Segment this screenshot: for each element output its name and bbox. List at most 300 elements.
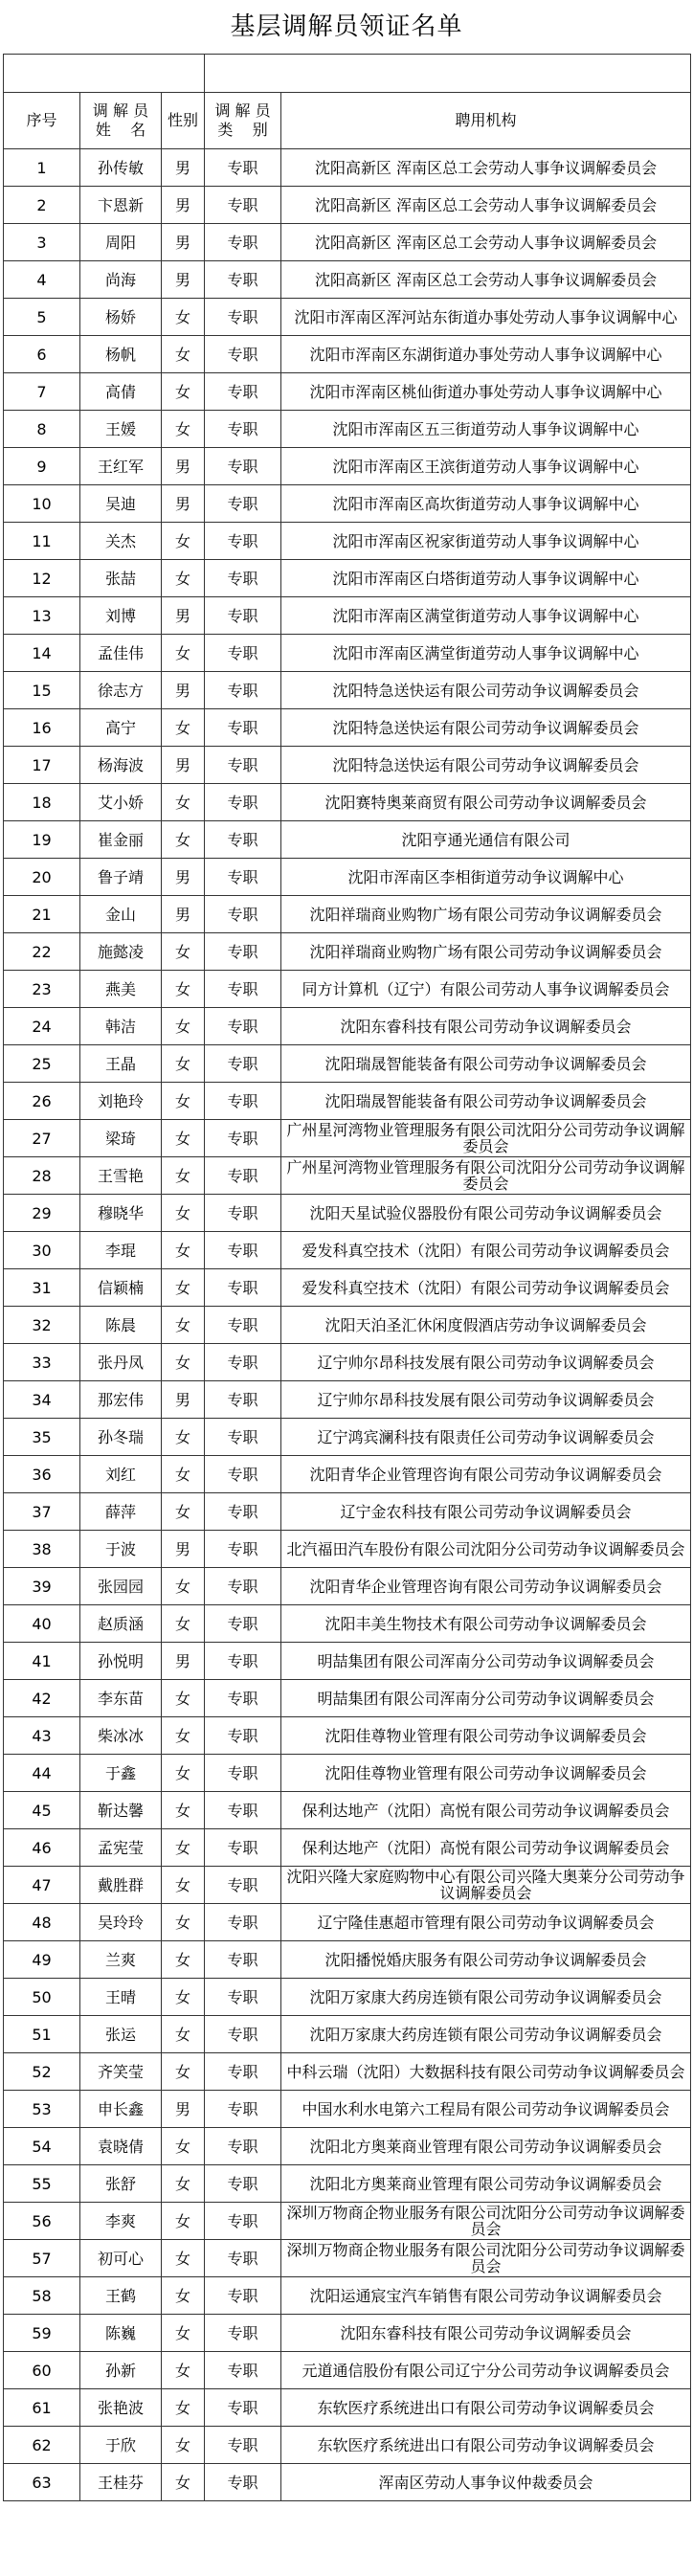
table-row — [4, 635, 691, 672]
name-cell: 初可心 — [80, 2240, 162, 2277]
header-name — [80, 93, 162, 149]
org-cell: 中科云瑞（沈阳）大数据科技有限公司劳动争议调解委员会 — [281, 2053, 691, 2091]
seq-cell: 19 — [4, 821, 80, 859]
name-cell: 刘艳玲 — [80, 1083, 162, 1120]
name-cell: 李爽 — [80, 2203, 162, 2240]
org-cell: 保利达地产（沈阳）高悦有限公司劳动争议调解委员会 — [281, 1792, 691, 1829]
type-cell: 专职 — [205, 971, 281, 1008]
org-cell: 沈阳青华企业管理咨询有限公司劳动争议调解委员会 — [281, 1456, 691, 1493]
name-cell: 戴胜群 — [80, 1867, 162, 1904]
org-cell: 沈阳市浑南区李相街道劳动争议调解中心 — [281, 859, 691, 896]
seq-cell: 17 — [4, 747, 80, 784]
gender-cell: 女 — [162, 1120, 205, 1157]
table-row — [4, 1045, 691, 1083]
header-org: 聘用机构 — [281, 93, 691, 149]
table-row — [4, 1680, 691, 1717]
org-cell: 沈阳天星试验仪器股份有限公司劳动争议调解委员会 — [281, 1195, 691, 1232]
name-cell: 吴迪 — [80, 485, 162, 523]
gender-cell: 女 — [162, 2315, 205, 2352]
seq-cell: 39 — [4, 1568, 80, 1605]
name-cell: 赵质涵 — [80, 1605, 162, 1643]
seq-cell: 9 — [4, 448, 80, 485]
table-row — [4, 299, 691, 336]
seq-cell: 14 — [4, 635, 80, 672]
type-cell: 专职 — [205, 1344, 281, 1381]
gender-cell: 女 — [162, 1269, 205, 1307]
org-cell: 沈阳市浑南区白塔街道劳动人事争议调解中心 — [281, 560, 691, 597]
org-cell: 沈阳市浑南区祝家街道劳动人事争议调解中心 — [281, 523, 691, 560]
gender-cell: 男 — [162, 485, 205, 523]
gender-cell: 男 — [162, 261, 205, 299]
gender-cell: 男 — [162, 187, 205, 224]
name-cell: 穆晓华 — [80, 1195, 162, 1232]
org-cell: 沈阳万家康大药房连锁有限公司劳动争议调解委员会 — [281, 1979, 691, 2016]
name-cell: 孟佳伟 — [80, 635, 162, 672]
seq-cell: 10 — [4, 485, 80, 523]
name-cell: 李琨 — [80, 1232, 162, 1269]
seq-cell: 22 — [4, 933, 80, 971]
table-row — [4, 2427, 691, 2464]
header-type-line2: 类 别 — [217, 121, 268, 139]
name-cell: 那宏伟 — [80, 1381, 162, 1419]
name-cell: 张丹凤 — [80, 1344, 162, 1381]
seq-cell: 50 — [4, 1979, 80, 2016]
seq-cell: 54 — [4, 2128, 80, 2165]
gender-cell: 女 — [162, 2016, 205, 2053]
type-cell: 专职 — [205, 1120, 281, 1157]
type-cell: 专职 — [205, 635, 281, 672]
table-row — [4, 1867, 691, 1904]
blank-cell — [205, 55, 691, 93]
gender-cell: 女 — [162, 1493, 205, 1531]
seq-cell: 57 — [4, 2240, 80, 2277]
type-cell: 专职 — [205, 709, 281, 747]
type-cell: 专职 — [205, 373, 281, 411]
name-cell: 周阳 — [80, 224, 162, 261]
seq-cell: 59 — [4, 2315, 80, 2352]
name-cell: 于欣 — [80, 2427, 162, 2464]
seq-cell: 8 — [4, 411, 80, 448]
org-cell: 东软医疗系统进出口有限公司劳动争议调解委员会 — [281, 2427, 691, 2464]
table-row — [4, 1456, 691, 1493]
name-cell: 燕美 — [80, 971, 162, 1008]
gender-cell: 女 — [162, 2389, 205, 2427]
org-cell: 沈阳市浑南区五三街道劳动人事争议调解中心 — [281, 411, 691, 448]
name-cell: 李东苗 — [80, 1680, 162, 1717]
type-cell: 专职 — [205, 1269, 281, 1307]
gender-cell: 女 — [162, 2277, 205, 2315]
header-type — [205, 93, 281, 149]
seq-cell: 60 — [4, 2352, 80, 2389]
org-cell: 沈阳特急送快运有限公司劳动争议调解委员会 — [281, 672, 691, 709]
type-cell: 专职 — [205, 485, 281, 523]
org-cell: 沈阳赛特奥莱商贸有限公司劳动争议调解委员会 — [281, 784, 691, 821]
org-cell: 东软医疗系统进出口有限公司劳动争议调解委员会 — [281, 2389, 691, 2427]
gender-cell: 男 — [162, 672, 205, 709]
name-cell: 崔金丽 — [80, 821, 162, 859]
seq-cell: 62 — [4, 2427, 80, 2464]
table-row — [4, 1493, 691, 1531]
name-cell: 申长鑫 — [80, 2091, 162, 2128]
gender-cell: 女 — [162, 1307, 205, 1344]
type-cell: 专职 — [205, 859, 281, 896]
table-row — [4, 2203, 691, 2240]
name-cell: 张运 — [80, 2016, 162, 2053]
org-cell: 辽宁金农科技有限公司劳动争议调解委员会 — [281, 1493, 691, 1531]
seq-cell: 34 — [4, 1381, 80, 1419]
name-cell: 王媛 — [80, 411, 162, 448]
seq-cell: 2 — [4, 187, 80, 224]
type-cell: 专职 — [205, 224, 281, 261]
type-cell: 专职 — [205, 2053, 281, 2091]
header-name-line1: 调 解 员 — [92, 101, 149, 120]
table-row — [4, 1083, 691, 1120]
gender-cell: 女 — [162, 1456, 205, 1493]
gender-cell: 女 — [162, 635, 205, 672]
table-row — [4, 1904, 691, 1941]
seq-cell: 37 — [4, 1493, 80, 1531]
table-row — [4, 597, 691, 635]
org-cell: 沈阳运通宸宝汽车销售有限公司劳动争议调解委员会 — [281, 2277, 691, 2315]
table-row — [4, 933, 691, 971]
gender-cell: 男 — [162, 896, 205, 933]
type-cell: 专职 — [205, 2165, 281, 2203]
seq-cell: 38 — [4, 1531, 80, 1568]
org-cell: 沈阳瑞晟智能装备有限公司劳动争议调解委员会 — [281, 1083, 691, 1120]
gender-cell: 女 — [162, 373, 205, 411]
gender-cell: 女 — [162, 1792, 205, 1829]
seq-cell: 18 — [4, 784, 80, 821]
org-cell: 沈阳丰美生物技术有限公司劳动争议调解委员会 — [281, 1605, 691, 1643]
seq-cell: 23 — [4, 971, 80, 1008]
gender-cell: 女 — [162, 1008, 205, 1045]
page-title: 基层调解员领证名单 — [230, 12, 463, 41]
table-row — [4, 784, 691, 821]
seq-cell: 24 — [4, 1008, 80, 1045]
type-cell: 专职 — [205, 1605, 281, 1643]
type-cell: 专职 — [205, 2016, 281, 2053]
header-seq: 序号 — [4, 93, 80, 149]
name-cell: 薛萍 — [80, 1493, 162, 1531]
seq-cell: 11 — [4, 523, 80, 560]
gender-cell: 女 — [162, 2053, 205, 2091]
name-cell: 高宁 — [80, 709, 162, 747]
table-row — [4, 2315, 691, 2352]
type-cell: 专职 — [205, 2277, 281, 2315]
gender-cell: 女 — [162, 1344, 205, 1381]
name-cell: 王红军 — [80, 448, 162, 485]
seq-cell: 51 — [4, 2016, 80, 2053]
table-row — [4, 2277, 691, 2315]
org-cell: 广州星河湾物业管理服务有限公司沈阳分公司劳动争议调解委员会 — [281, 1157, 691, 1195]
gender-cell: 女 — [162, 1829, 205, 1867]
org-cell: 沈阳东睿科技有限公司劳动争议调解委员会 — [281, 1008, 691, 1045]
name-cell: 杨娇 — [80, 299, 162, 336]
type-cell: 专职 — [205, 597, 281, 635]
org-cell: 保利达地产（沈阳）高悦有限公司劳动争议调解委员会 — [281, 1829, 691, 1867]
org-cell: 沈阳市浑南区王滨街道劳动人事争议调解中心 — [281, 448, 691, 485]
org-cell: 沈阳万家康大药房连锁有限公司劳动争议调解委员会 — [281, 2016, 691, 2053]
type-cell: 专职 — [205, 672, 281, 709]
type-cell: 专职 — [205, 1307, 281, 1344]
org-cell: 沈阳亨通光通信有限公司 — [281, 821, 691, 859]
org-cell: 沈阳高新区 浑南区总工会劳动人事争议调解委员会 — [281, 149, 691, 187]
org-cell: 爱发科真空技术（沈阳）有限公司劳动争议调解委员会 — [281, 1269, 691, 1307]
blank-row — [4, 55, 691, 93]
gender-cell: 男 — [162, 1531, 205, 1568]
type-cell: 专职 — [205, 1232, 281, 1269]
gender-cell: 男 — [162, 597, 205, 635]
gender-cell: 女 — [162, 1083, 205, 1120]
name-cell: 靳达馨 — [80, 1792, 162, 1829]
table-row — [4, 523, 691, 560]
roster-sheet — [3, 0, 690, 2501]
type-cell: 专职 — [205, 2389, 281, 2427]
gender-cell: 女 — [162, 523, 205, 560]
gender-cell: 女 — [162, 1568, 205, 1605]
name-cell: 张艳波 — [80, 2389, 162, 2427]
type-cell: 专职 — [205, 1680, 281, 1717]
table-row — [4, 2464, 691, 2501]
gender-cell: 男 — [162, 1381, 205, 1419]
gender-cell: 男 — [162, 448, 205, 485]
org-cell: 沈阳佳尊物业管理有限公司劳动争议调解委员会 — [281, 1717, 691, 1755]
name-cell: 孟宪莹 — [80, 1829, 162, 1867]
seq-cell: 53 — [4, 2091, 80, 2128]
org-cell: 沈阳高新区 浑南区总工会劳动人事争议调解委员会 — [281, 187, 691, 224]
seq-cell: 13 — [4, 597, 80, 635]
type-cell: 专职 — [205, 149, 281, 187]
gender-cell: 女 — [162, 821, 205, 859]
table-row — [4, 1755, 691, 1792]
gender-cell: 女 — [162, 784, 205, 821]
seq-cell: 63 — [4, 2464, 80, 2501]
gender-cell: 女 — [162, 2240, 205, 2277]
name-cell: 韩洁 — [80, 1008, 162, 1045]
gender-cell: 女 — [162, 2427, 205, 2464]
type-cell: 专职 — [205, 1493, 281, 1531]
name-cell: 关杰 — [80, 523, 162, 560]
name-cell: 金山 — [80, 896, 162, 933]
gender-cell: 女 — [162, 336, 205, 373]
type-cell: 专职 — [205, 933, 281, 971]
name-cell: 王晶 — [80, 1045, 162, 1083]
gender-cell: 女 — [162, 1979, 205, 2016]
name-cell: 杨海波 — [80, 747, 162, 784]
type-cell: 专职 — [205, 896, 281, 933]
seq-cell: 4 — [4, 261, 80, 299]
gender-cell: 女 — [162, 299, 205, 336]
table-row — [4, 1008, 691, 1045]
org-cell: 沈阳市浑南区满堂街道劳动人事争议调解中心 — [281, 597, 691, 635]
name-cell: 孙悦明 — [80, 1643, 162, 1680]
org-cell: 浑南区劳动人事争议仲裁委员会 — [281, 2464, 691, 2501]
seq-cell: 36 — [4, 1456, 80, 1493]
type-cell: 专职 — [205, 1829, 281, 1867]
type-cell: 专职 — [205, 1083, 281, 1120]
seq-cell: 48 — [4, 1904, 80, 1941]
type-cell: 专职 — [205, 1755, 281, 1792]
seq-cell: 25 — [4, 1045, 80, 1083]
type-cell: 专职 — [205, 2427, 281, 2464]
type-cell: 专职 — [205, 1456, 281, 1493]
org-cell: 沈阳瑞晟智能装备有限公司劳动争议调解委员会 — [281, 1045, 691, 1083]
org-cell: 辽宁帅尔昂科技发展有限公司劳动争议调解委员会 — [281, 1344, 691, 1381]
type-cell: 专职 — [205, 2315, 281, 2352]
seq-cell: 52 — [4, 2053, 80, 2091]
table-row — [4, 1232, 691, 1269]
org-cell: 沈阳天泊圣汇休闲度假酒店劳动争议调解委员会 — [281, 1307, 691, 1344]
type-cell: 专职 — [205, 448, 281, 485]
table-row — [4, 1269, 691, 1307]
gender-cell: 男 — [162, 2091, 205, 2128]
type-cell: 专职 — [205, 1195, 281, 1232]
org-cell: 广州星河湾物业管理服务有限公司沈阳分公司劳动争议调解委员会 — [281, 1120, 691, 1157]
table-row — [4, 1792, 691, 1829]
name-cell: 张园园 — [80, 1568, 162, 1605]
table-row — [4, 560, 691, 597]
org-cell: 沈阳佳尊物业管理有限公司劳动争议调解委员会 — [281, 1755, 691, 1792]
org-cell: 明喆集团有限公司浑南分公司劳动争议调解委员会 — [281, 1643, 691, 1680]
gender-cell: 女 — [162, 1867, 205, 1904]
type-cell: 专职 — [205, 2240, 281, 2277]
table-row — [4, 1531, 691, 1568]
name-cell: 兰爽 — [80, 1941, 162, 1979]
table-row — [4, 1568, 691, 1605]
table-row — [4, 2016, 691, 2053]
type-cell: 专职 — [205, 1157, 281, 1195]
org-cell: 沈阳市浑南区浑河站东街道办事处劳动人事争议调解中心 — [281, 299, 691, 336]
table-row — [4, 1419, 691, 1456]
name-cell: 吴玲玲 — [80, 1904, 162, 1941]
type-cell: 专职 — [205, 560, 281, 597]
table-row — [4, 224, 691, 261]
org-cell: 辽宁隆佳惠超市管理有限公司劳动争议调解委员会 — [281, 1904, 691, 1941]
table-row — [4, 411, 691, 448]
seq-cell: 20 — [4, 859, 80, 896]
header-gender: 性别 — [162, 93, 205, 149]
name-cell: 高倩 — [80, 373, 162, 411]
type-cell: 专职 — [205, 187, 281, 224]
org-cell: 沈阳东睿科技有限公司劳动争议调解委员会 — [281, 2315, 691, 2352]
seq-cell: 32 — [4, 1307, 80, 1344]
name-cell: 柴冰冰 — [80, 1717, 162, 1755]
seq-cell: 3 — [4, 224, 80, 261]
org-cell: 沈阳市浑南区东湖街道办事处劳动人事争议调解中心 — [281, 336, 691, 373]
seq-cell: 7 — [4, 373, 80, 411]
seq-cell: 33 — [4, 1344, 80, 1381]
seq-cell: 61 — [4, 2389, 80, 2427]
type-cell: 专职 — [205, 1792, 281, 1829]
name-cell: 袁晓倩 — [80, 2128, 162, 2165]
name-cell: 张喆 — [80, 560, 162, 597]
table-row — [4, 485, 691, 523]
header-name-line2: 姓 名 — [95, 121, 146, 139]
table-row — [4, 448, 691, 485]
name-cell: 孙传敏 — [80, 149, 162, 187]
name-cell: 刘博 — [80, 597, 162, 635]
gender-cell: 女 — [162, 1045, 205, 1083]
gender-cell: 男 — [162, 1643, 205, 1680]
seq-cell: 6 — [4, 336, 80, 373]
name-cell: 杨帆 — [80, 336, 162, 373]
seq-cell: 28 — [4, 1157, 80, 1195]
org-cell: 元道通信股份有限公司辽宁分公司劳动争议调解委员会 — [281, 2352, 691, 2389]
gender-cell: 女 — [162, 560, 205, 597]
name-cell: 王桂芬 — [80, 2464, 162, 2501]
type-cell: 专职 — [205, 1045, 281, 1083]
seq-cell: 41 — [4, 1643, 80, 1680]
org-cell: 深圳万物商企物业服务有限公司沈阳分公司劳动争议调解委员会 — [281, 2240, 691, 2277]
gender-cell: 女 — [162, 971, 205, 1008]
table-row — [4, 1195, 691, 1232]
type-cell: 专职 — [205, 1867, 281, 1904]
org-cell: 深圳万物商企物业服务有限公司沈阳分公司劳动争议调解委员会 — [281, 2203, 691, 2240]
name-cell: 陈晨 — [80, 1307, 162, 1344]
org-cell: 沈阳高新区 浑南区总工会劳动人事争议调解委员会 — [281, 261, 691, 299]
gender-cell: 女 — [162, 1195, 205, 1232]
type-cell: 专职 — [205, 1717, 281, 1755]
table-row — [4, 1979, 691, 2016]
org-cell: 辽宁鸿宾澜科技有限责任公司劳动争议调解委员会 — [281, 1419, 691, 1456]
gender-cell: 男 — [162, 859, 205, 896]
gender-cell: 女 — [162, 1717, 205, 1755]
name-cell: 施懿凌 — [80, 933, 162, 971]
type-cell: 专职 — [205, 1419, 281, 1456]
type-cell: 专职 — [205, 2464, 281, 2501]
gender-cell: 女 — [162, 1755, 205, 1792]
table-row — [4, 971, 691, 1008]
gender-cell: 女 — [162, 2352, 205, 2389]
seq-cell: 45 — [4, 1792, 80, 1829]
seq-cell: 46 — [4, 1829, 80, 1867]
type-cell: 专职 — [205, 1643, 281, 1680]
seq-cell: 1 — [4, 149, 80, 187]
table-row — [4, 187, 691, 224]
type-cell: 专职 — [205, 821, 281, 859]
type-cell: 专职 — [205, 1904, 281, 1941]
name-cell: 卞恩新 — [80, 187, 162, 224]
gender-cell: 女 — [162, 1605, 205, 1643]
table-row — [4, 747, 691, 784]
name-cell: 艾小娇 — [80, 784, 162, 821]
seq-cell: 27 — [4, 1120, 80, 1157]
seq-cell: 21 — [4, 896, 80, 933]
table-row — [4, 672, 691, 709]
table-row — [4, 859, 691, 896]
type-cell: 专职 — [205, 784, 281, 821]
seq-cell: 30 — [4, 1232, 80, 1269]
gender-cell: 女 — [162, 1941, 205, 1979]
org-cell: 北汽福田汽车股份有限公司沈阳分公司劳动争议调解委员会 — [281, 1531, 691, 1568]
table-row — [4, 2240, 691, 2277]
table-row — [4, 1307, 691, 1344]
org-cell: 沈阳高新区 浑南区总工会劳动人事争议调解委员会 — [281, 224, 691, 261]
header-row — [4, 93, 691, 149]
blank-cell — [4, 55, 205, 93]
type-cell: 专职 — [205, 2091, 281, 2128]
table-row — [4, 2352, 691, 2389]
table-row — [4, 1381, 691, 1419]
table-row — [4, 1941, 691, 1979]
seq-cell: 35 — [4, 1419, 80, 1456]
table-row — [4, 1605, 691, 1643]
name-cell: 鲁子靖 — [80, 859, 162, 896]
org-cell: 爱发科真空技术（沈阳）有限公司劳动争议调解委员会 — [281, 1232, 691, 1269]
mediator-table — [3, 54, 691, 2501]
table-row — [4, 2165, 691, 2203]
seq-cell: 47 — [4, 1867, 80, 1904]
